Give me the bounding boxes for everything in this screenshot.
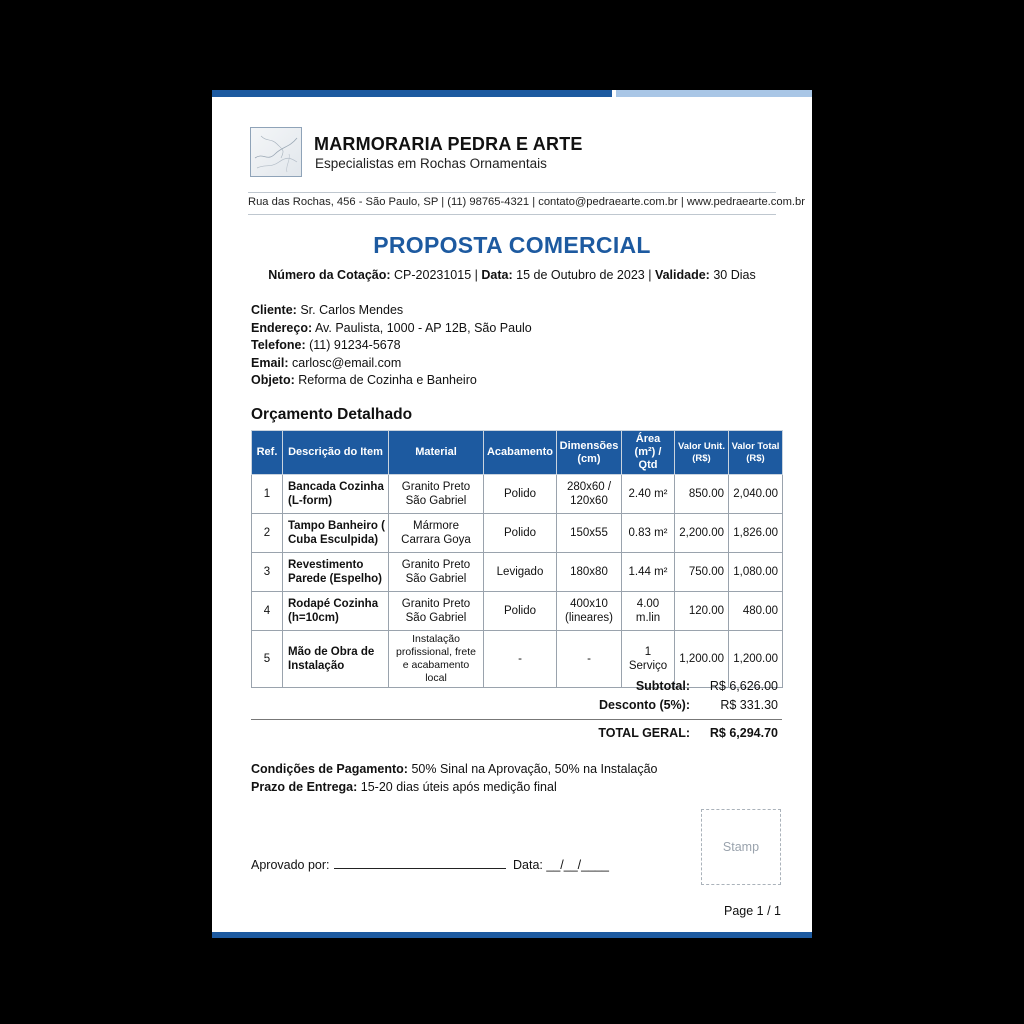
discount-row: Desconto (5%): R$ 331.30 (599, 698, 778, 712)
quote-validity: 30 Dias (713, 268, 756, 282)
stamp-box: Stamp (701, 809, 781, 885)
table-header-row (252, 431, 783, 475)
page-number: Page 1 / 1 (724, 904, 781, 918)
column-header: Ref. (252, 431, 283, 475)
quote-document (212, 90, 812, 938)
column-header: Dimensões (cm) (557, 431, 622, 475)
marble-logo-icon (250, 127, 302, 177)
company-tagline: Especialistas em Rochas Ornamentais (315, 156, 547, 171)
client-name-row: Cliente: Sr. Carlos Mendes (251, 303, 404, 317)
client-info (251, 302, 532, 390)
header-divider (248, 192, 776, 193)
table-row: 1 Bancada Cozinha (L-form) Granito Preto São Gabriel Polido 280x60 / 120x60 2.40 m² 850.00 2,040.00 (252, 475, 783, 514)
quote-number: CP-20231015 (394, 268, 472, 282)
bottom-accent-bar (212, 932, 812, 938)
validity-label: Validade: (654, 268, 710, 282)
approved-by-label: Aprovado por: (251, 858, 330, 872)
client-phone-row: Telefone: (11) 91234-5678 (251, 338, 401, 352)
section-title: Orçamento Detalhado (251, 406, 413, 423)
company-contact-line: Rua das Rochas, 456 - São Paulo, SP | (11) 98765-4321 | contato@pedraearte.com.br | www.pedraearte.com.br (248, 196, 805, 208)
company-name: MARMORARIA PEDRA E ARTE (314, 134, 583, 154)
column-header: Valor Unit. (R$) (675, 431, 729, 475)
discount-value: R$ 331.30 (720, 698, 778, 712)
subtotal-row: Subtotal: R$ 6,626.00 (635, 679, 778, 693)
column-header: Acabamento (484, 431, 557, 475)
terms-block (251, 761, 657, 796)
items-table (251, 430, 783, 688)
quote-number-label: Número da Cotação: (268, 268, 391, 282)
grand-total-value: R$ 6,294.70 (709, 726, 778, 740)
column-header: Valor Total (R$) (729, 431, 783, 475)
column-header: Descrição do Item (283, 431, 389, 475)
subtotal-value: R$ 6,626.00 (709, 679, 778, 693)
column-header: Área (m²) / Qtd (622, 431, 675, 475)
table-row: 4 Rodapé Cozinha (h=10cm) Granito Preto São Gabriel Polido 400x10 (lineares) 4.00 m.lin 120.00 480.00 (252, 592, 783, 631)
table-row: 5 Mão de Obra de Instalação Instalação profissional, frete e acabamento local - - 1 Serviço 1,200.00 1,200.00 (252, 631, 783, 688)
top-accent-bar (212, 90, 812, 97)
quote-date: 15 de Outubro de 2023 (516, 268, 645, 282)
client-address-row: Endereço: Av. Paulista, 1000 - AP 12B, São Paulo (251, 320, 532, 335)
signature-line (334, 856, 506, 869)
quote-info-line: Número da Cotação: CP-20231015 | Data: 15 de Outubro de 2023 | Validade: 30 Dias (268, 268, 756, 282)
table-row: 2 Tampo Banheiro ( Cuba Esculpida) Mármore Carrara Goya Polido 150x55 0.83 m² 2,200.00 1,826.00 (252, 514, 783, 553)
approval-date-label: Data: (513, 858, 543, 872)
client-object-row: Objeto: Reforma de Cozinha e Banheiro (251, 373, 477, 387)
client-email-row: Email: carlosc@email.com (251, 355, 402, 370)
payment-terms: Condições de Pagamento: 50% Sinal na Aprovação, 50% na Instalação (251, 762, 658, 776)
date-label: Data: (481, 268, 513, 282)
totals-divider (251, 719, 782, 720)
delivery-terms: Prazo de Entrega: 15-20 dias úteis após medição final (251, 779, 557, 794)
approval-date-blank: __/__/____ (546, 858, 609, 872)
grand-total-row: TOTAL GERAL: R$ 6,294.70 (598, 726, 778, 740)
approval-line (251, 856, 609, 872)
totals-block (512, 679, 782, 717)
column-header: Material (389, 431, 484, 475)
document-title: PROPOSTA COMERCIAL (373, 232, 651, 258)
header-divider (248, 214, 776, 215)
table-row: 3 Revestimento Parede (Espelho) Granito Preto São Gabriel Levigado 180x80 1.44 m² 750.00 1,080.00 (252, 553, 783, 592)
